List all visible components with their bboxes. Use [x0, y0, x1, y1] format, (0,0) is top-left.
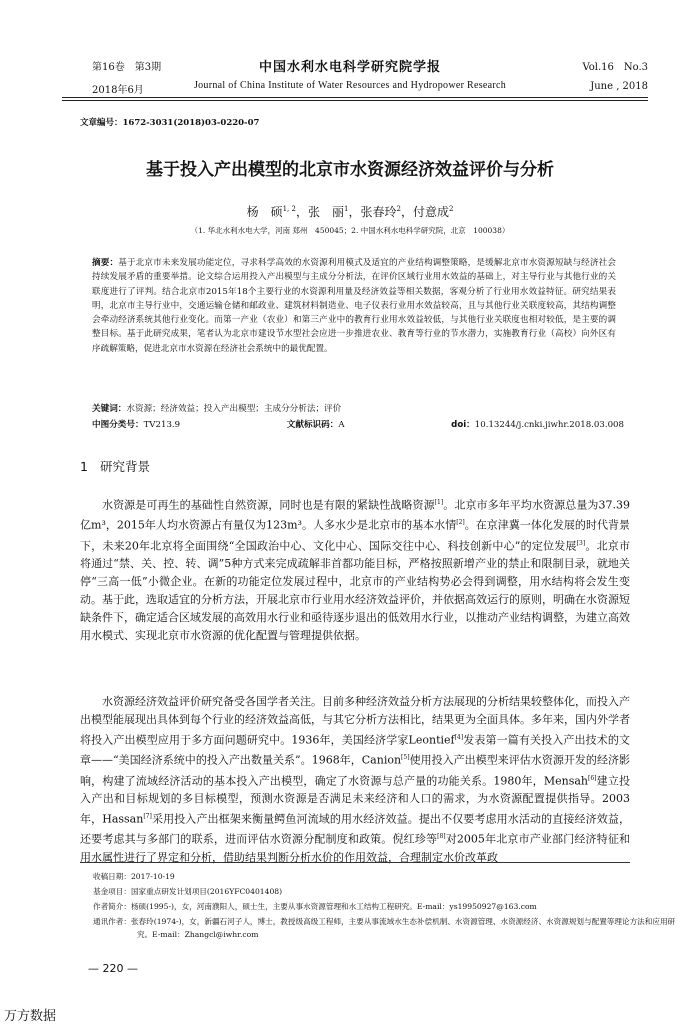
volume-issue-cn: 第16卷 第3期 [92, 62, 162, 73]
affiliations: （1. 华北水利水电大学，河南 郑州 450045；2. 中国水利水电科学研究院，北京 100038） [190, 226, 510, 235]
author-name: 杨 硕 [246, 205, 283, 219]
journal-name-cn: 中国水利水电科学研究院学报 [258, 60, 441, 75]
abstract-label: 摘要： [92, 258, 119, 268]
abstract-text: 基于北京市未来发展功能定位，寻求科学高效的水资源利用模式及适宜的产业结构调整策略，是缓解北京市水资源短缺与经济社会持续发展矛盾的重要举措。论文综合运用投入产出模型与主成分分析法，在评价区域行业用水效益的基础上，对主导行业与其他行业的关联度进行了评判。结合北京市2015年18个主要行业的水资源利用量及经济效益等相关数据，客观分析了行业用水效益特征。研究结果表明，北京市主导行业中，交通运输仓储和邮政业、建筑材料制造业、电子仪表行业用水效益较高，且与其他行业关联度较高，其结构调整会牵动经济系统其他行业变化。而第一产业（农业）和第三产业中的教育行业用水效益较低，与其他行业关联度也相对较低，是主要的调整目标。基于此研究成果，笔者认为北京市建设节水型社会应进一步推进农业、教育等行业的节水潜力，实施教育行业（高校）向外区有序疏解策略，促进北京市水资源在经济社会系统中的最优配置。 [92, 258, 616, 354]
keywords [92, 402, 616, 414]
section-number: 1 [80, 459, 88, 474]
doi: doi：10.13244/j.cnki.jiwhr.2018.03.008 [451, 420, 624, 430]
abstract [92, 256, 616, 356]
date-cn: 2018年6月 [92, 85, 144, 96]
author-name: 付意成 [412, 205, 449, 219]
section-heading [80, 457, 150, 475]
body-paragraph: 水资源经济效益评价研究备受各国学者关注。目前多种经济效益分析方法展现的分析结果较整体化，而投入产出模型能展现出具体到每个行业的经济效益高低，与其它分析方法相比，结果更为全面具体。多年来，国内外学者将投入产出模型应用于多方面问题研究中。1936年，美国经济学家Leontief[4]发表第一篇有关投入产出技术的文章——“美国经济系统中的投入产出数量关系”。1968年，Canion[5]使用投入产出模型来评估水资源开发的经济影响，构建了流域经济活动的基本投入产出模型，确定了水资源与总产量的功能关系。1980年，Mensah[6]建立投入产出和目标规划的多目标模型，预测水资源是否满足未来经济和人口的需求，为水资源配置提供指导。2003年，Hassan[7]采用投入产出框架来衡量鳄鱼河流域的用水经济效益。提出不仅要考虑用水活动的直接经济效益，还要考虑其与多部门的联系，进而评估水资源分配制度和政策。倪红珍等[8]对2005年北京市产业部门经济特征和用水属性进行了界定和分析，借助结果判断分析水价的作用效益，合理制定水价改革政 [80, 695, 630, 864]
citation-ref: [8] [437, 833, 446, 841]
keywords-label: 关键词： [92, 404, 127, 414]
footnote-divider [80, 862, 630, 863]
keywords-text: 水资源；经济效益；投入产出模型；主成分分析法；评价 [126, 404, 342, 414]
footnote-author-bio: 作者简介：杨硕(1995-)，女，河南濮阳人，硕士生，主要从事水资源管理和水工结构工程研究。E-mail：ys19950927@163.com [93, 902, 537, 911]
citation-ref: [6] [587, 774, 597, 782]
header-rule-top [62, 97, 648, 98]
page-number: — 220 — [88, 962, 138, 975]
footnote-received: 收稿日期：2017-10-19 [93, 872, 175, 881]
author-affil-sup: 1, 2 [282, 205, 296, 213]
classification-row [92, 418, 624, 430]
body-paragraph: 水资源是可再生的基础性自然资源，同时也是有限的紧缺性战略资源[1]。北京市多年平均水资源总量为37.39亿m³，2015年人均水资源占有量仅为123m³。人多水少是北京市的基本水情[2]。在京津冀一体化发展的时代背景下，未来20年北京将全面围绕“全国政治中心、文化中心、国际交往中心、科技创新中心”的定位发展[3]。北京市将通过“禁、关、控、转、调”5种方式来完成疏解非首都功能目标，严格按照新增产业的禁止和限制目录，就地关停“三高一低”小微企业。在新的功能定位发展过程中，北京市的产业结构势必会得到调整，用水结构将会发生变动。基于此，选取适宜的分析方法，开展北京市行业用水经济效益评价，并依据高效运行的原则，明确在水资源短缺条件下，确定适合区域发展的高效用水行业和亟待逐步退出的低效用水行业，以推动产业结构调整，为建立高效用水模式、实现北京市水资源的优化配置与管理提供依据。 [80, 498, 631, 642]
document-code: 文献标识码：A [286, 420, 345, 430]
article-number: 文章编号：1672-3031(2018)03-0220-07 [80, 118, 260, 128]
paper-title: 基于投入产出模型的北京市水资源经济效益评价与分析 [146, 160, 554, 180]
author-affil-sup: 2 [448, 205, 454, 213]
header-rule-bottom [62, 100, 648, 101]
author-name: 张春玲 [360, 205, 397, 219]
footnote-fund: 基金项目：国家重点研发计划项目(2016YFC0401408) [93, 887, 283, 896]
citation-ref: [7] [143, 812, 152, 820]
citation-ref: [5] [401, 754, 410, 762]
journal-name-en: Journal of China Institute of Water Resources and Hydropower Research [193, 80, 507, 91]
author-affil-sup: 2 [396, 205, 401, 213]
citation-ref: [4] [454, 733, 464, 741]
author-name: 张 丽 [307, 205, 344, 219]
author-affil-sup: 1 [343, 205, 349, 213]
author-list: 杨 硕$^{1, 2}$，张 丽$^1$，张春玲$^2$，付意成$^2$ [246, 205, 454, 219]
clc-number: 中图分类号：TV213.9 [92, 420, 181, 430]
volume-issue-en: Vol.16 No.3 [582, 62, 648, 73]
citation-ref: [2] [456, 519, 465, 527]
citation-ref: [1] [434, 499, 444, 506]
date-en: June , 2018 [590, 81, 648, 92]
footnote-corresponding: 通讯作者：张春玲(1974-)，女，新疆石河子人，博士，教授级高级工程师，主要从事流域水生态补偿机制、水资源管理、水资源经济、水资源规划与配置等理论方法和应用研究。E-mail：Zhangcl@iwhr.com [93, 917, 676, 939]
citation-ref: [3] [576, 539, 586, 547]
watermark-text: 万方数据 [4, 1009, 57, 1024]
section-title: 研究背景 [99, 459, 150, 474]
